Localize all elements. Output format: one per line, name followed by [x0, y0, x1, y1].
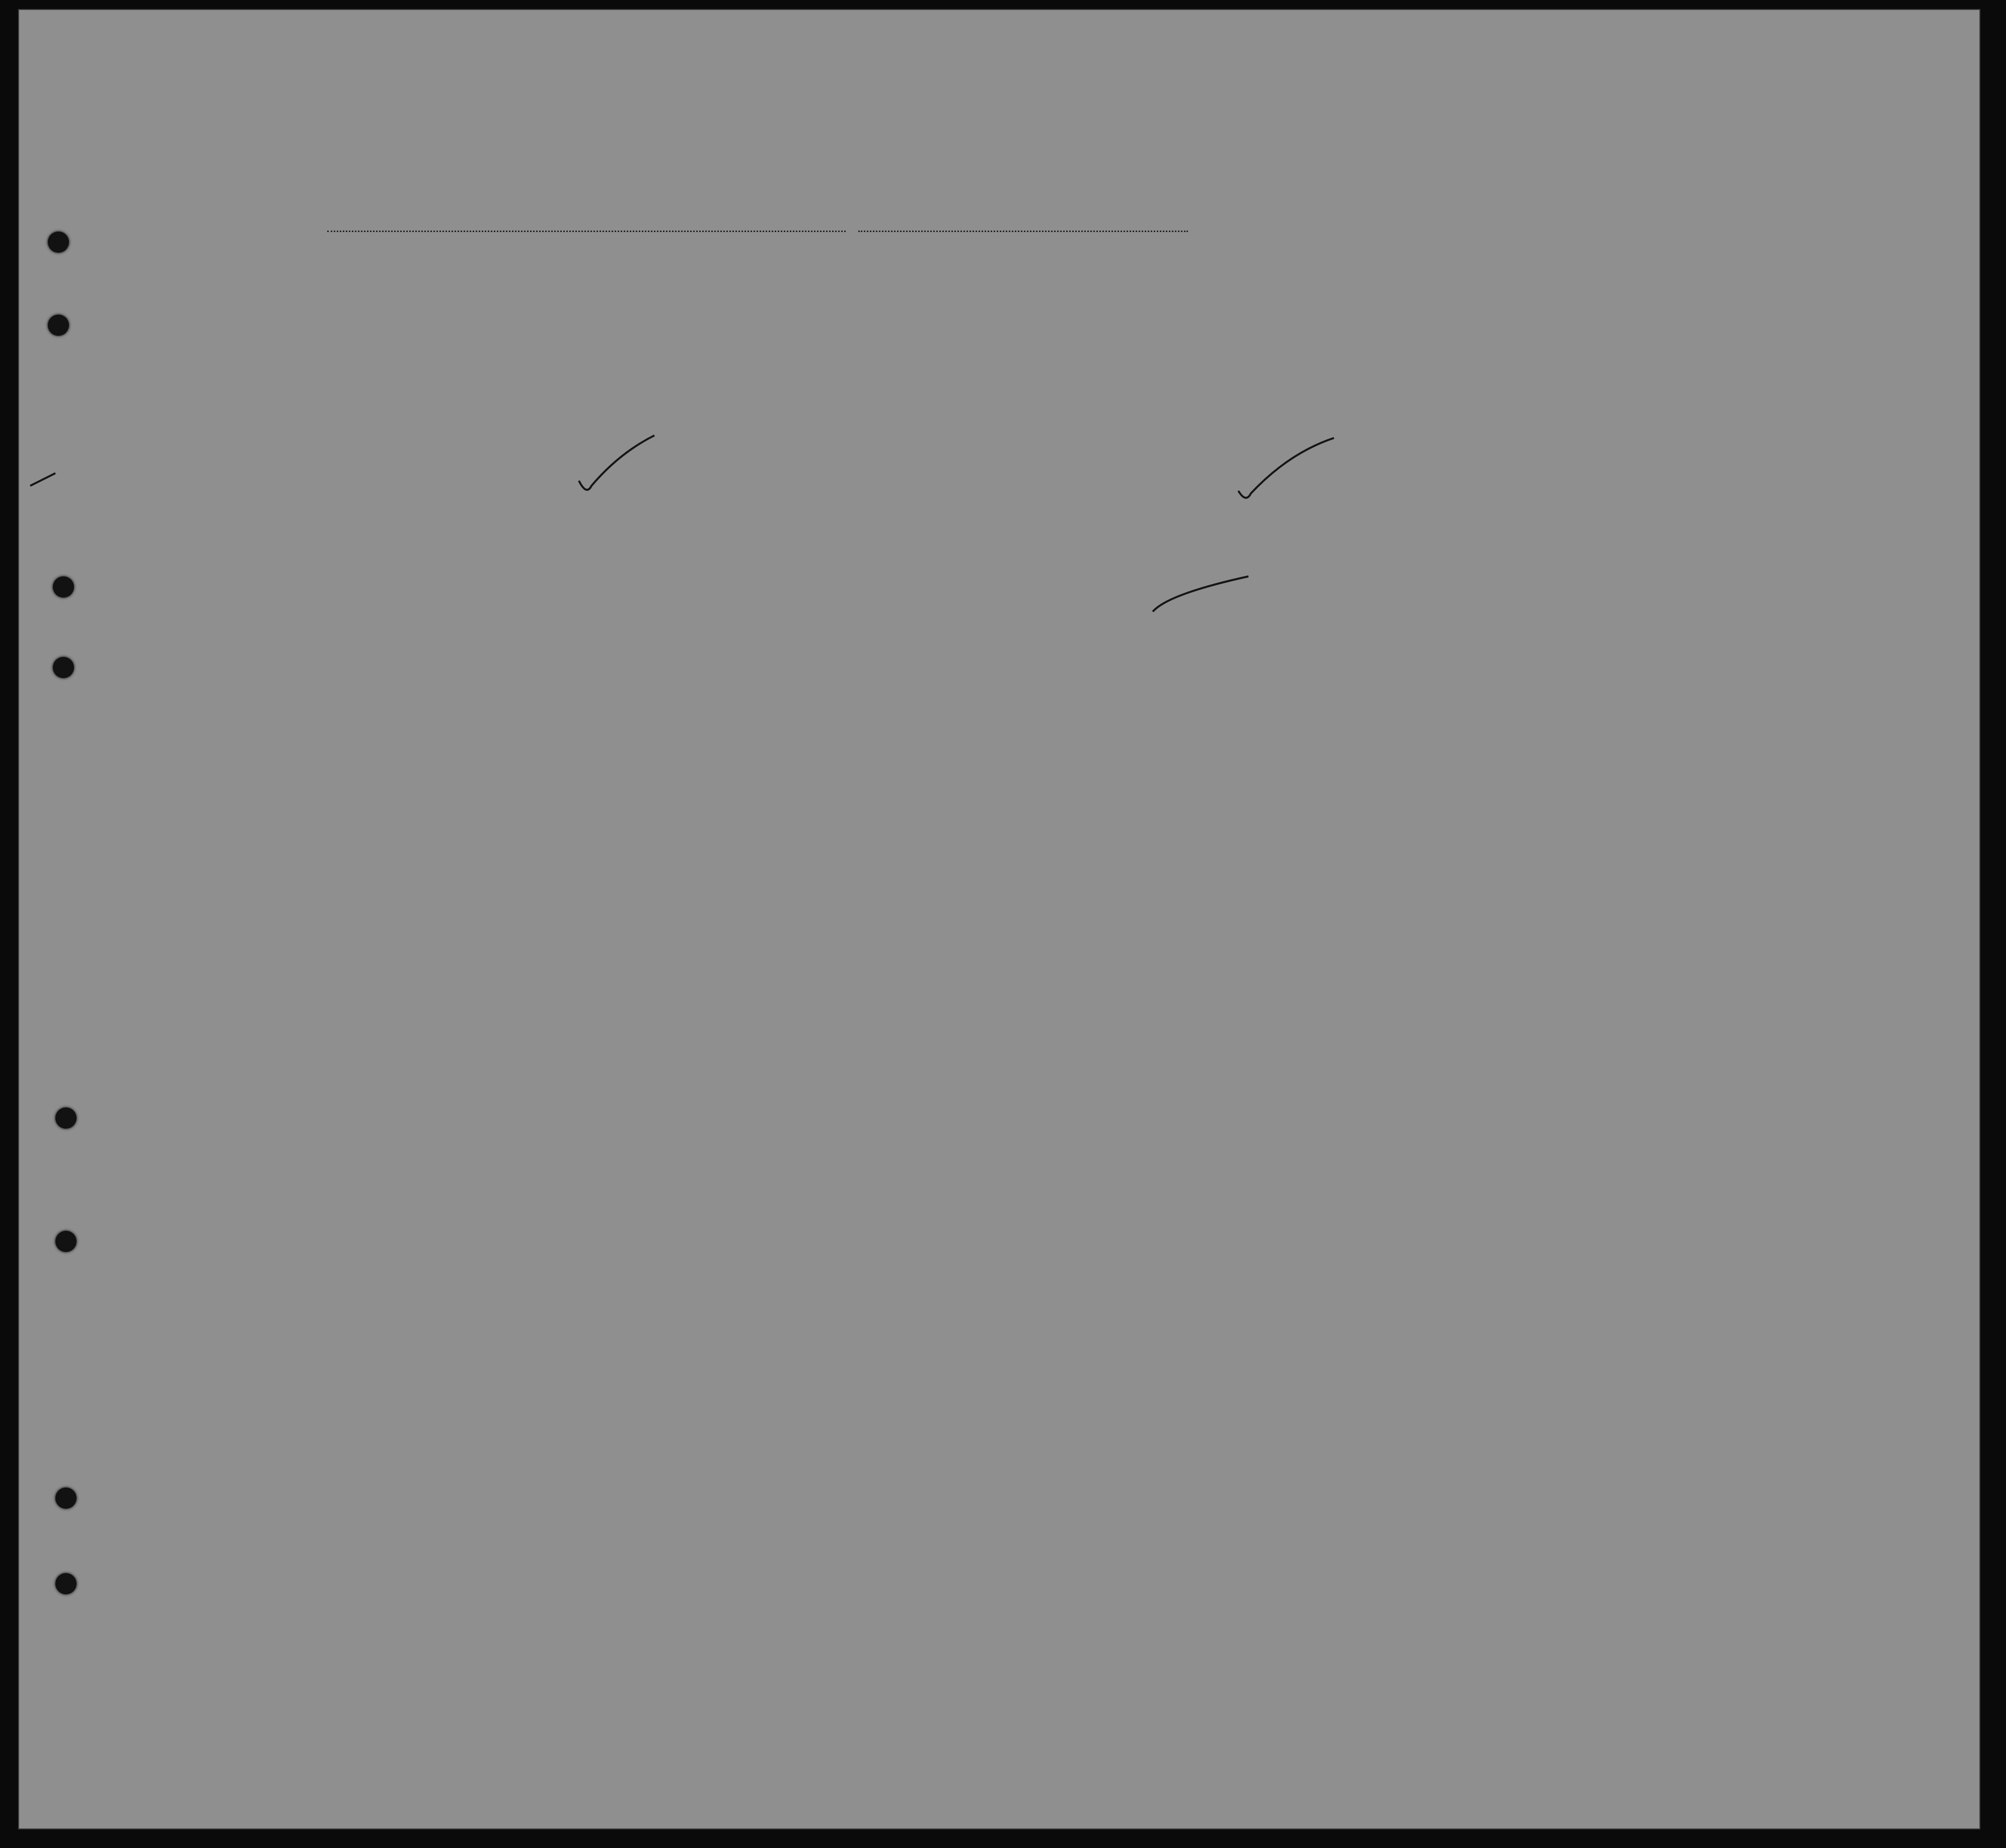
col-21-header	[694, 297, 719, 428]
col-24b-header	[1203, 317, 1232, 428]
col-25-header	[1277, 297, 1307, 428]
col-19-header	[573, 297, 599, 428]
col-28-header	[1370, 297, 1418, 428]
col-26-header	[1311, 297, 1338, 428]
date-underline	[858, 231, 1188, 232]
col-24c-header	[1240, 317, 1268, 428]
col-31-header	[1488, 297, 1511, 428]
col-30-header	[1462, 297, 1485, 428]
col-34-inches	[1656, 362, 1679, 428]
col-24a-header	[1161, 317, 1194, 428]
col-27-header	[1340, 297, 1366, 428]
col-29-header	[1424, 297, 1459, 428]
port-underline	[327, 231, 846, 232]
col-34-feet	[1631, 362, 1654, 428]
